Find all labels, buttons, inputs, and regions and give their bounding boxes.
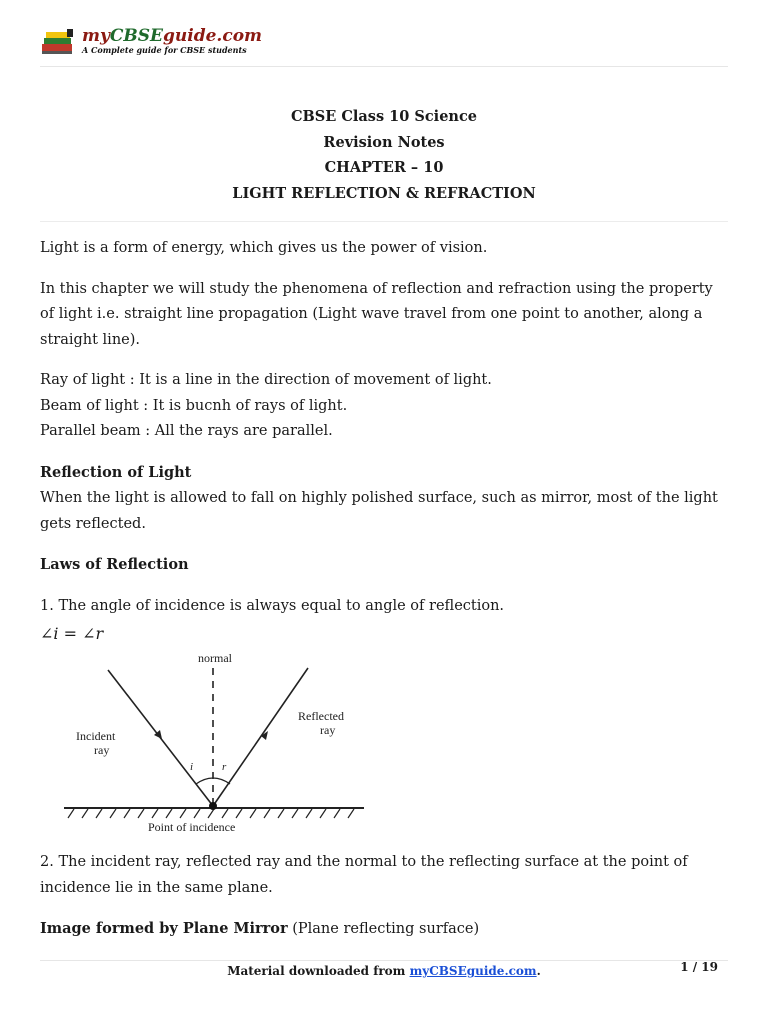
math-equals: =: [58, 624, 83, 643]
title-line-1: CBSE Class 10 Science: [290, 108, 478, 125]
document-title: [0, 104, 768, 206]
intro-paragraph: Light is a form of energy, which gives us the power of vision.: [40, 240, 488, 256]
footer-prefix: Material downloaded from: [227, 964, 410, 978]
plane-mirror-heading: Image formed by Plane Mirror: [40, 920, 288, 937]
angle-equation: [40, 621, 730, 645]
logo-guide: guide.com: [163, 26, 263, 46]
def-parallel: Parallel beam : All the rays are parallel.: [40, 423, 333, 439]
footer-suffix: .: [536, 964, 541, 978]
chapter-paragraph: In this chapter we will study the phenomena of reflection and refraction using the property of light i.e. straight line propagation (Light wave travel from one point to another, along a straight line).: [40, 280, 713, 348]
normal-label: normal: [198, 651, 232, 665]
angle-symbol-2: ∠: [82, 624, 96, 643]
point-of-incidence-dot: [209, 802, 217, 810]
books-logo-icon: [40, 28, 76, 56]
page-header: [40, 26, 728, 67]
reflection-diagram: [58, 648, 378, 838]
law-1: 1. The angle of incidence is always equal to angle of reflection.: [40, 597, 505, 614]
definitions-paragraph: [40, 368, 730, 445]
angle-i-label: i: [190, 761, 194, 773]
reflected-ray-line: [213, 668, 308, 806]
math-r: r: [95, 624, 104, 643]
footer-divider: [40, 960, 728, 961]
plane-mirror-line: [40, 916, 730, 943]
reflected-label-2: ray: [320, 723, 336, 737]
title-line-3: CHAPTER – 10: [324, 159, 444, 176]
document-body: [40, 236, 730, 645]
logo-my: my: [82, 26, 110, 46]
point-of-incidence-label: Point of incidence: [148, 820, 236, 834]
incident-label-1: Incident: [76, 729, 116, 743]
laws-heading-text: Laws of Reflection: [40, 556, 189, 573]
incident-label-2: ray: [94, 743, 110, 757]
logo-cbse: CBSE: [109, 26, 164, 46]
law-2: 2. The incident ray, reflected ray and the normal to the reflecting surface at the point of incidence lie in the same plane.: [40, 854, 688, 896]
reflection-text: When the light is allowed to fall on highly polished surface, such as mirror, most of the light gets reflected.: [40, 490, 718, 532]
logo-wordmark: [82, 26, 262, 46]
reflection-heading: Reflection of Light: [40, 463, 192, 481]
mirror-hatching: [68, 809, 354, 818]
reflection-paragraph: [40, 460, 730, 538]
page-number: 1 / 19: [680, 960, 718, 974]
reflected-label-1: Reflected: [298, 709, 344, 723]
def-ray: Ray of light : It is a line in the direction of movement of light.: [40, 372, 492, 388]
angle-symbol-1: ∠: [40, 624, 54, 643]
laws-heading: [40, 552, 730, 579]
logo-tagline: A Complete guide for CBSE students: [82, 45, 247, 55]
title-line-2: Revision Notes: [323, 133, 445, 151]
title-line-4: LIGHT REFLECTION & REFRACTION: [232, 184, 536, 202]
page-footer: [0, 962, 768, 980]
title-divider: [40, 221, 728, 222]
math-i: i: [53, 624, 59, 643]
plane-mirror-suffix: (Plane reflecting surface): [287, 921, 480, 937]
site-logo[interactable]: [40, 26, 263, 60]
angle-r-label: r: [222, 761, 227, 773]
footer-site-link[interactable]: myCBSEguide.com: [409, 964, 537, 978]
def-beam: Beam of light : It is bucnh of rays of light.: [40, 397, 348, 414]
